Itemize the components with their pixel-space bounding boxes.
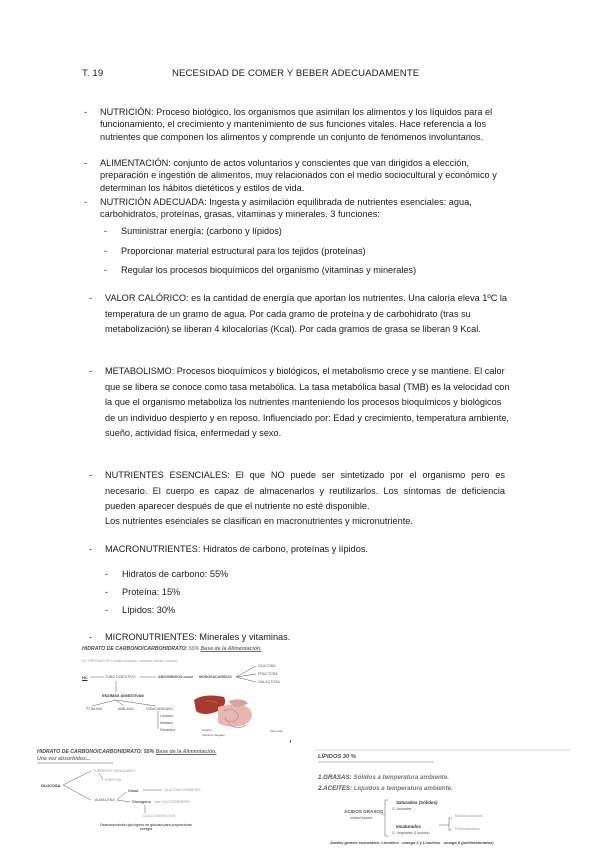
glucogenolisis-label: GLUCOGENOLISIS: [143, 814, 176, 818]
glucogeno-label: Glucógeno: [132, 800, 151, 804]
glucosa-label: GLUCOSA: [41, 783, 61, 788]
function-item: - Proporcionar material estructural para los tejidos (proteínas): [104, 246, 366, 256]
disacaridasa-label: DISACARIDASA: [146, 707, 173, 711]
aceites-line: 2.ACEITES: Líquidos a temperatura ambiente.: [318, 785, 453, 792]
definition-macronutrientes: [89, 543, 515, 555]
acidos-grasos-label: ACIDOS GRASOS: [344, 809, 384, 814]
figure-glucosa-destino: [33, 745, 238, 835]
maltasa-label: Maltasa: [160, 721, 173, 725]
gluconeogenesis-label: GLUCONEOGÉNESIS: [164, 788, 201, 792]
figure-title: HIDRATO DE CARBONO/CARBOHIDRATO: 55% Base de la Alimentación.: [82, 646, 262, 652]
figure-lipidos: [314, 748, 570, 848]
definition-text: NUTRIENTES ESENCIALES: El que NO puede ser sintetizado por el organismo pero es necesario. El cuerpo es capaz de almacenarlos y reutilizarlos. Los síntomas de deficiencia pueden aparecer después de que el nutriente no esté disponible.: [105, 470, 505, 512]
macro-item: - Proteína: 15%: [105, 587, 181, 597]
saturados-label: Saturados (Sólidos): [396, 800, 438, 805]
bullet: -: [104, 265, 108, 275]
bullet: -: [89, 366, 93, 376]
pancreas-label: Páncreas: [270, 729, 283, 733]
figure-caption: Descomposición glucógeno en glucosa para proporcionar energía: [100, 823, 192, 832]
bullet: -: [89, 293, 93, 303]
animales-label: G. Animales: [392, 807, 412, 811]
definition-text: MACRONUTRIENTES: Hidratos de carbono, proteínas y lípidos.: [105, 544, 368, 554]
topic-number: T. 19: [82, 68, 104, 79]
lactasa-label: Lactasa: [160, 714, 173, 718]
definition-valor-calorico: [89, 291, 520, 338]
glucosa-label: GLUCOSA: [258, 664, 276, 668]
almacena-label: ALMACENA: [95, 798, 115, 802]
figure-title: HIDRATO DE CARBONO/CARBOHIDRATO: 55% Base de la Alimentación.: [37, 749, 217, 755]
ptialina-label: PTIALINA: [86, 707, 102, 711]
enzimas-label: ENZIMAS DIGESTIVAS: [102, 693, 144, 698]
bullet: -: [89, 632, 93, 642]
figure-title: LÍPIDOS 30 %: [318, 754, 357, 760]
nutrientes-classification: Los nutrientes esenciales se clasifican en macronutrientes y micronutriente.: [105, 516, 413, 526]
definition-text: NUTRICIÓN: Proceso biológico, los organismos que asimilan los alimentos y los líquidos para el funcionamiento, el crecimiento y mantenimiento de sus funciones vitales. Hace referencia a los nutrientes que componen los alimentos y comprende un conjunto de fenómenos involuntarios.: [100, 107, 493, 142]
absorbidos-label: ABSORBIDOS como: [158, 675, 193, 679]
intestine-icon: [218, 704, 252, 727]
definition-text: NUTRICIÓN ADECUADA: Ingesta y asimilación equilibrada de nutrientes esenciales: agua, carbohidratos, proteínas, grasas, vitaminas y minerales. 3 funciones:: [100, 197, 472, 220]
bullet: -: [105, 605, 109, 615]
page-title: NECESIDAD DE COMER Y BEBER ADECUADAMENTE: [172, 68, 420, 79]
liver-icon: [194, 696, 225, 714]
hc-label: HC: [82, 675, 88, 680]
definition-alimentacion: [84, 157, 520, 194]
definition-text: MICRONUTRIENTES: Minerales y vitaminas.: [105, 632, 291, 642]
macro-item: - Lípidos: 30%: [105, 605, 176, 615]
stomach-icon: [228, 699, 248, 707]
figure-subtitle: Una vez absorbidos...: [37, 756, 91, 762]
definition-text: METABOLISMO: Procesos bioquímicos y biológicos, el metabolismo crece y se mantiene. El calor que se libera se conoce como tasa metabólica. La tasa metabólica basal (TMB) es la velocidad con la que el organismo metaboliza los nutrientes manteniendo los procesos bioquímicos y biológicos de un individuo despierto y en reposo. Influenciado por: Edad y crecimiento, temperatura ambiente, sueño, actividad física, enfermedad y sexo.: [105, 366, 510, 439]
unidad-basica-label: unidad básica: [350, 816, 373, 820]
bullet: -: [104, 226, 108, 236]
definition-micronutrientes: [89, 631, 515, 643]
definition-metabolismo: [89, 364, 510, 442]
definition-nutrientes-esenciales: [89, 468, 505, 515]
torrente-label: TORRENTE SANGUINEO: [93, 769, 136, 773]
figure-note: HC REFINADOS: Limitar consumo, calorías vacías: Alcohol.: [82, 659, 179, 663]
fructosa-label: FRUCTOSA: [258, 672, 278, 676]
lipid-diagram: [314, 748, 570, 848]
monosacaridos-label: MONOSACARIDOS: [199, 675, 232, 679]
amilasa-label: AMILASA: [118, 707, 134, 711]
figure-mark: [290, 740, 291, 743]
bullet: -: [105, 569, 109, 579]
definition-nutricion-adecuada: [84, 196, 520, 221]
bullet: -: [105, 587, 109, 597]
function-item: - Regular los procesos bioquímicos del organismo (vitaminas y minerales): [104, 265, 417, 275]
tubo-label: TUBO DIGESTIVO: [105, 675, 136, 679]
acidos-esenciales-footer: Ácidos grasos esenciales: Linoléico –omega 3 y Linoleico –omega 6 (poliinsaturados): [330, 840, 494, 845]
insaturados-label: Insaturados: [396, 824, 421, 829]
function-item: - Suministrar energía: (carbono y lípidos): [104, 226, 282, 236]
galactosa-label: GALACTOSA: [258, 680, 280, 684]
intestino-label: Intestino delgado: [202, 733, 225, 737]
grasa-label: Grasa: [128, 789, 139, 793]
poliinsaturados-label: Poliinsaturados: [455, 827, 480, 831]
definition-text: ALIMENTACIÓN: conjunto de actos voluntarios y conscientes que van dirigidos a elección, preparación e ingestión de alimentos, muy relacionados con el medio sociocultural y económico y determinan los hábitos dietéticos y estilos de vida.: [100, 158, 497, 193]
bullet: -: [84, 107, 88, 117]
figure-carbohidrato-digestion: [78, 645, 296, 743]
bullet: -: [84, 158, 88, 168]
grasas-line: 1.GRASAS: Sólidos a temperatura ambiente.: [318, 774, 450, 781]
bullet: -: [89, 470, 93, 480]
bullet: -: [84, 197, 88, 207]
monoinsaturados-label: Monoinsaturados: [455, 814, 483, 818]
higado-label: Hígado: [202, 728, 212, 732]
vegetales-label: G. Vegetales (Líquidos): [392, 831, 430, 835]
bullet: -: [89, 544, 93, 554]
bullet: -: [104, 246, 108, 256]
energia-label: ENERGÍA: [105, 778, 122, 782]
definition-text: VALOR CALÓRICO: es la cantidad de energía que aportan los nutrientes. Una caloría eleva 1ºC la temperatura de un gramo de agua. Por cada gramo de proteína y de carbohidrato (tras su metabolización) se liberan 4 kilocalorías (Kcal). Por cada gramos de grasa se liberan 9 Kcal.: [105, 293, 508, 335]
sacarasa-label: Sacarasa: [160, 728, 176, 732]
page-header: [0, 68, 600, 82]
glucogenesis-label: GLUCOGÉNESIS: [161, 800, 190, 804]
macro-item: - Hidratos de carbono: 55%: [105, 569, 229, 579]
definition-nutricion: [84, 106, 510, 143]
